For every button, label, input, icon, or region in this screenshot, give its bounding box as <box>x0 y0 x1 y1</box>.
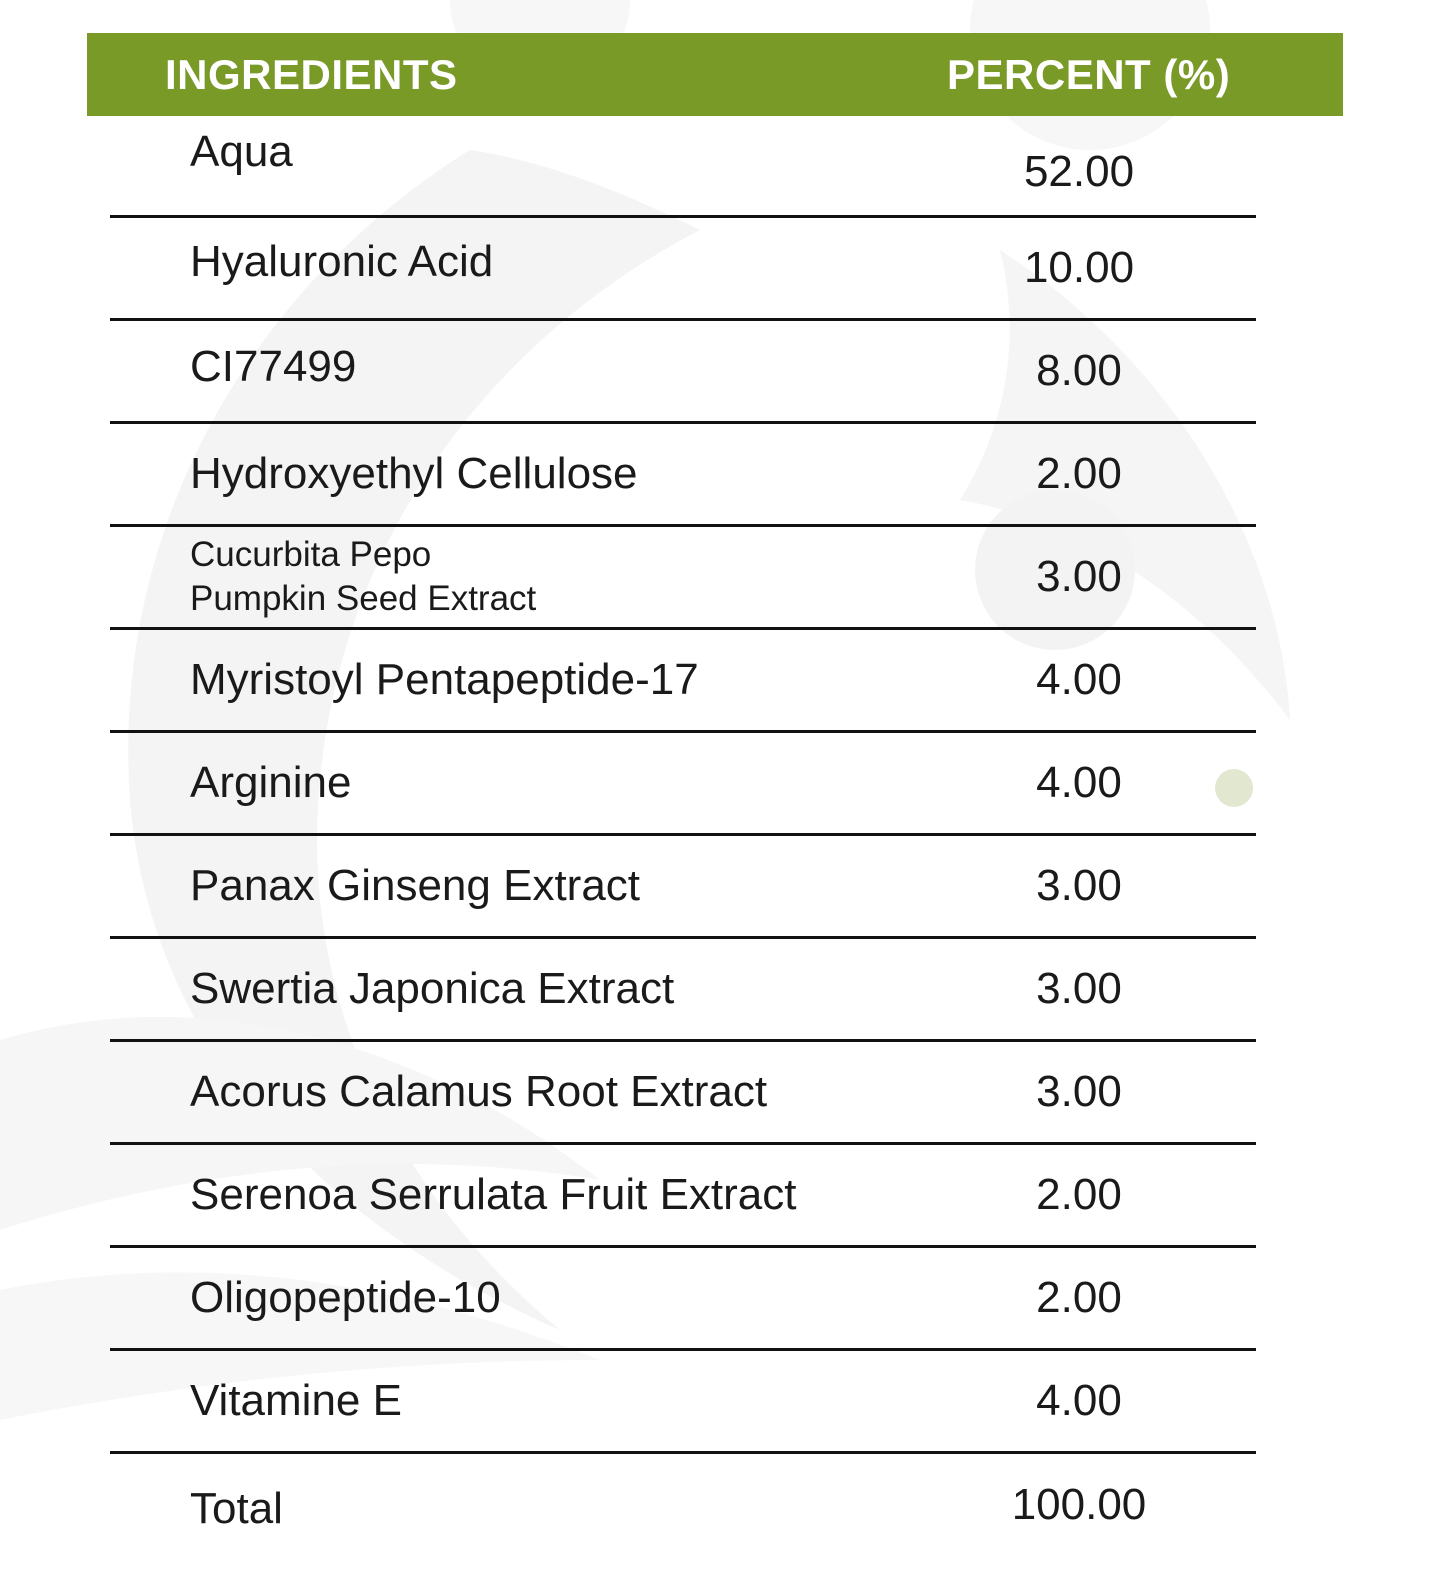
ingredient-name: Acorus Calamus Root Extract <box>190 1067 768 1116</box>
ingredient-name: Serenoa Serrulata Fruit Extract <box>190 1170 797 1219</box>
ingredient-percent: 4.00 <box>1036 758 1122 807</box>
decorative-dot <box>1215 769 1253 807</box>
ingredient-name: Arginine <box>190 758 352 807</box>
ingredient-name <box>190 527 536 627</box>
header-percent: PERCENT (%) <box>947 51 1231 98</box>
table-row <box>110 630 1256 733</box>
ingredient-percent: 52.00 <box>1023 146 1135 196</box>
ingredient-percent: 3.00 <box>1036 861 1122 910</box>
ingredient-name: Aqua <box>190 126 293 176</box>
ingredient-name-line-1: Cucurbita Pepo <box>190 535 432 574</box>
table-row <box>110 1248 1256 1351</box>
ingredient-percent: 3.00 <box>1036 964 1122 1013</box>
table-row <box>110 939 1256 1042</box>
ingredient-name: Hydroxyethyl Cellulose <box>190 449 638 498</box>
ingredient-name: Swertia Japonica Extract <box>190 964 675 1013</box>
ingredient-percent: 4.00 <box>1036 1376 1122 1425</box>
table-row <box>110 321 1256 424</box>
ingredient-name: CI77499 <box>190 342 357 391</box>
ingredient-percent: 2.00 <box>1036 1170 1122 1219</box>
table-row <box>110 116 1256 218</box>
ingredient-percent: 2.00 <box>1036 1273 1122 1322</box>
table-row <box>110 836 1256 939</box>
ingredient-percent: 10.00 <box>1023 243 1135 292</box>
ingredient-percent: 4.00 <box>1036 655 1122 704</box>
table-row <box>110 218 1256 321</box>
ingredient-percent: 2.00 <box>1036 449 1122 498</box>
total-label: Total <box>190 1484 283 1533</box>
ingredient-percent: 8.00 <box>1036 346 1122 395</box>
ingredient-percent: 3.00 <box>1036 1067 1122 1116</box>
total-row <box>110 1454 1256 1564</box>
total-percent: 100.00 <box>1011 1480 1147 1529</box>
table-row <box>110 527 1256 630</box>
table-row <box>110 733 1256 836</box>
ingredient-name: Vitamine E <box>190 1376 402 1425</box>
header-ingredients: INGREDIENTS <box>165 51 458 98</box>
ingredient-percent: 3.00 <box>1036 552 1122 601</box>
table-row <box>110 424 1256 527</box>
table-row <box>110 1042 1256 1145</box>
ingredient-name: Panax Ginseng Extract <box>190 861 641 910</box>
ingredient-name: Myristoyl Pentapeptide-17 <box>190 655 699 704</box>
ingredient-name-line-2: Pumpkin Seed Extract <box>190 579 537 618</box>
ingredient-name: Oligopeptide-10 <box>190 1273 501 1322</box>
table-row <box>110 1145 1256 1248</box>
ingredients-table-body <box>110 116 1256 1564</box>
table-row <box>110 1351 1256 1454</box>
ingredient-name: Hyaluronic Acid <box>190 237 494 286</box>
